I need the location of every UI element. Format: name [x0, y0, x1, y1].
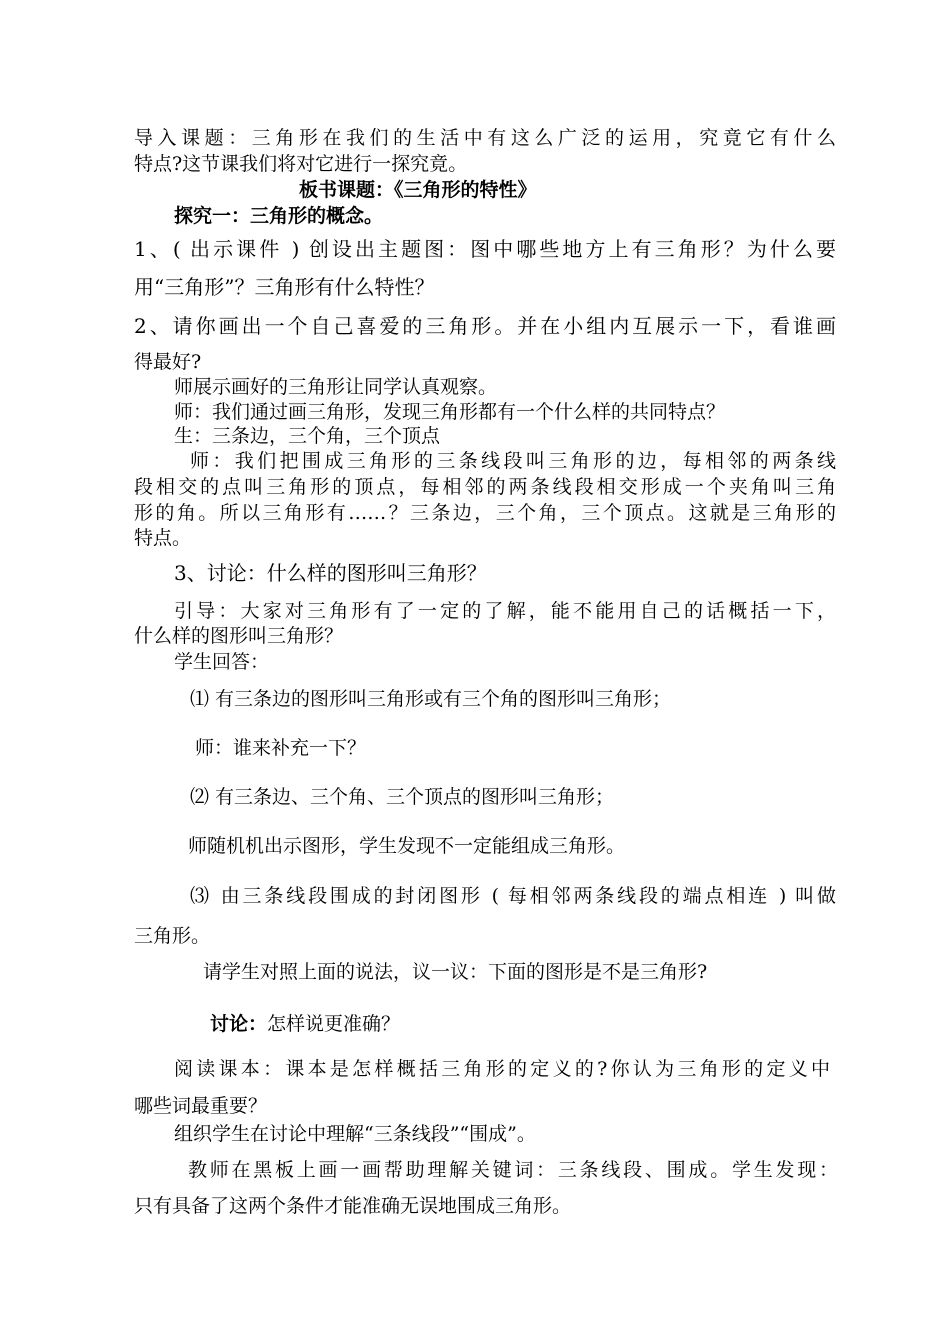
discussion-2-question: 怎样说更准确？ — [267, 1013, 401, 1035]
teacher-explain-line-3: 形的角。所以三角形有……？三条边，三个角，三个顶点。这就是三角形的 — [134, 502, 836, 524]
guide-line-2: 什么样的图形叫三角形？ — [134, 625, 344, 647]
organize-students-line: 组织学生在讨论中理解“三条线段”“围成”。 — [174, 1123, 536, 1145]
paragraph-intro-line-1: 导入课题：三角形在我们的生活中有这么广泛的运用，究竟它有什么 — [134, 127, 836, 149]
teacher-explain-line-1: 师：我们把围成三角形的三条线段叫三角形的边，每相邻的两条线 — [190, 450, 836, 472]
item-1-line-2: 用“三角形”？三角形有什么特性？ — [134, 275, 435, 299]
paragraph-intro-line-2: 特点?这节课我们将对它进行一探究竟。 — [134, 153, 468, 175]
answer-1: ⑴ 有三条边的图形叫三角形或有三个角的图形叫三角形； — [190, 688, 672, 710]
student-answer-line: 生：三条边，三个角，三个顶点 — [174, 425, 441, 447]
discussion-2-label: 讨论： — [210, 1013, 268, 1035]
item-1-line-1: 1、( 出示课件 ) 创设出主题图：图中哪些地方上有三角形？为什么要 — [134, 237, 836, 261]
discussion-2 — [210, 1013, 400, 1035]
section-heading-explore-1: 探究一：三角形的概念。 — [174, 205, 384, 227]
discussion-prompt: 请学生对照上面的说法，议一议：下面的图形是不是三角形? — [203, 961, 708, 983]
item-2-line-1: 2、请你画出一个自己喜爱的三角形。并在小组内互展示一下，看谁画 — [134, 314, 836, 338]
teacher-question-line: 师：我们通过画三角形，发现三角形都有一个什么样的共同特点？ — [174, 401, 726, 423]
item-3-discussion: 3、讨论：什么样的图形叫三角形？ — [174, 561, 487, 585]
board-title: 板书课题：《三角形的特性》 — [299, 179, 537, 201]
answer-3-line-2: 三角形。 — [134, 925, 211, 947]
teacher-supplement: 师：谁来补充一下？ — [195, 737, 367, 759]
item-2-line-2: 得最好? — [134, 351, 202, 373]
teacher-show-figures: 师随机机出示图形，学生发现不一定能组成三角形。 — [188, 835, 626, 857]
teacher-explain-line-4: 特点。 — [134, 527, 192, 549]
student-reply-label: 学生回答： — [174, 651, 270, 673]
teacher-explain-line-2: 段相交的点叫三角形的顶点，每相邻的两条线段相交形成一个夹角叫三角 — [134, 476, 836, 498]
teacher-display-line: 师展示画好的三角形让同学认真观察。 — [174, 376, 498, 398]
teacher-board-line-2: 只有具备了这两个条件才能准确无误地围成三角形。 — [134, 1195, 572, 1217]
read-textbook-line-2: 哪些词最重要？ — [134, 1095, 268, 1117]
read-textbook-line-1: 阅读课本：课本是怎样概括三角形的定义的?你认为三角形的定义中 — [174, 1058, 830, 1080]
guide-line-1: 引导：大家对三角形有了一定的了解，能不能用自己的话概括一下， — [174, 600, 836, 622]
teacher-board-line-1: 教师在黑板上画一画帮助理解关键词：三条线段、围成。学生发现： — [188, 1159, 838, 1181]
answer-3-line-1: ⑶ 由三条线段围成的封闭图形 ( 每相邻两条线段的端点相连 ) 叫做 — [190, 885, 836, 907]
answer-2: ⑵ 有三条边、三个角、三个顶点的图形叫三角形； — [190, 786, 615, 808]
